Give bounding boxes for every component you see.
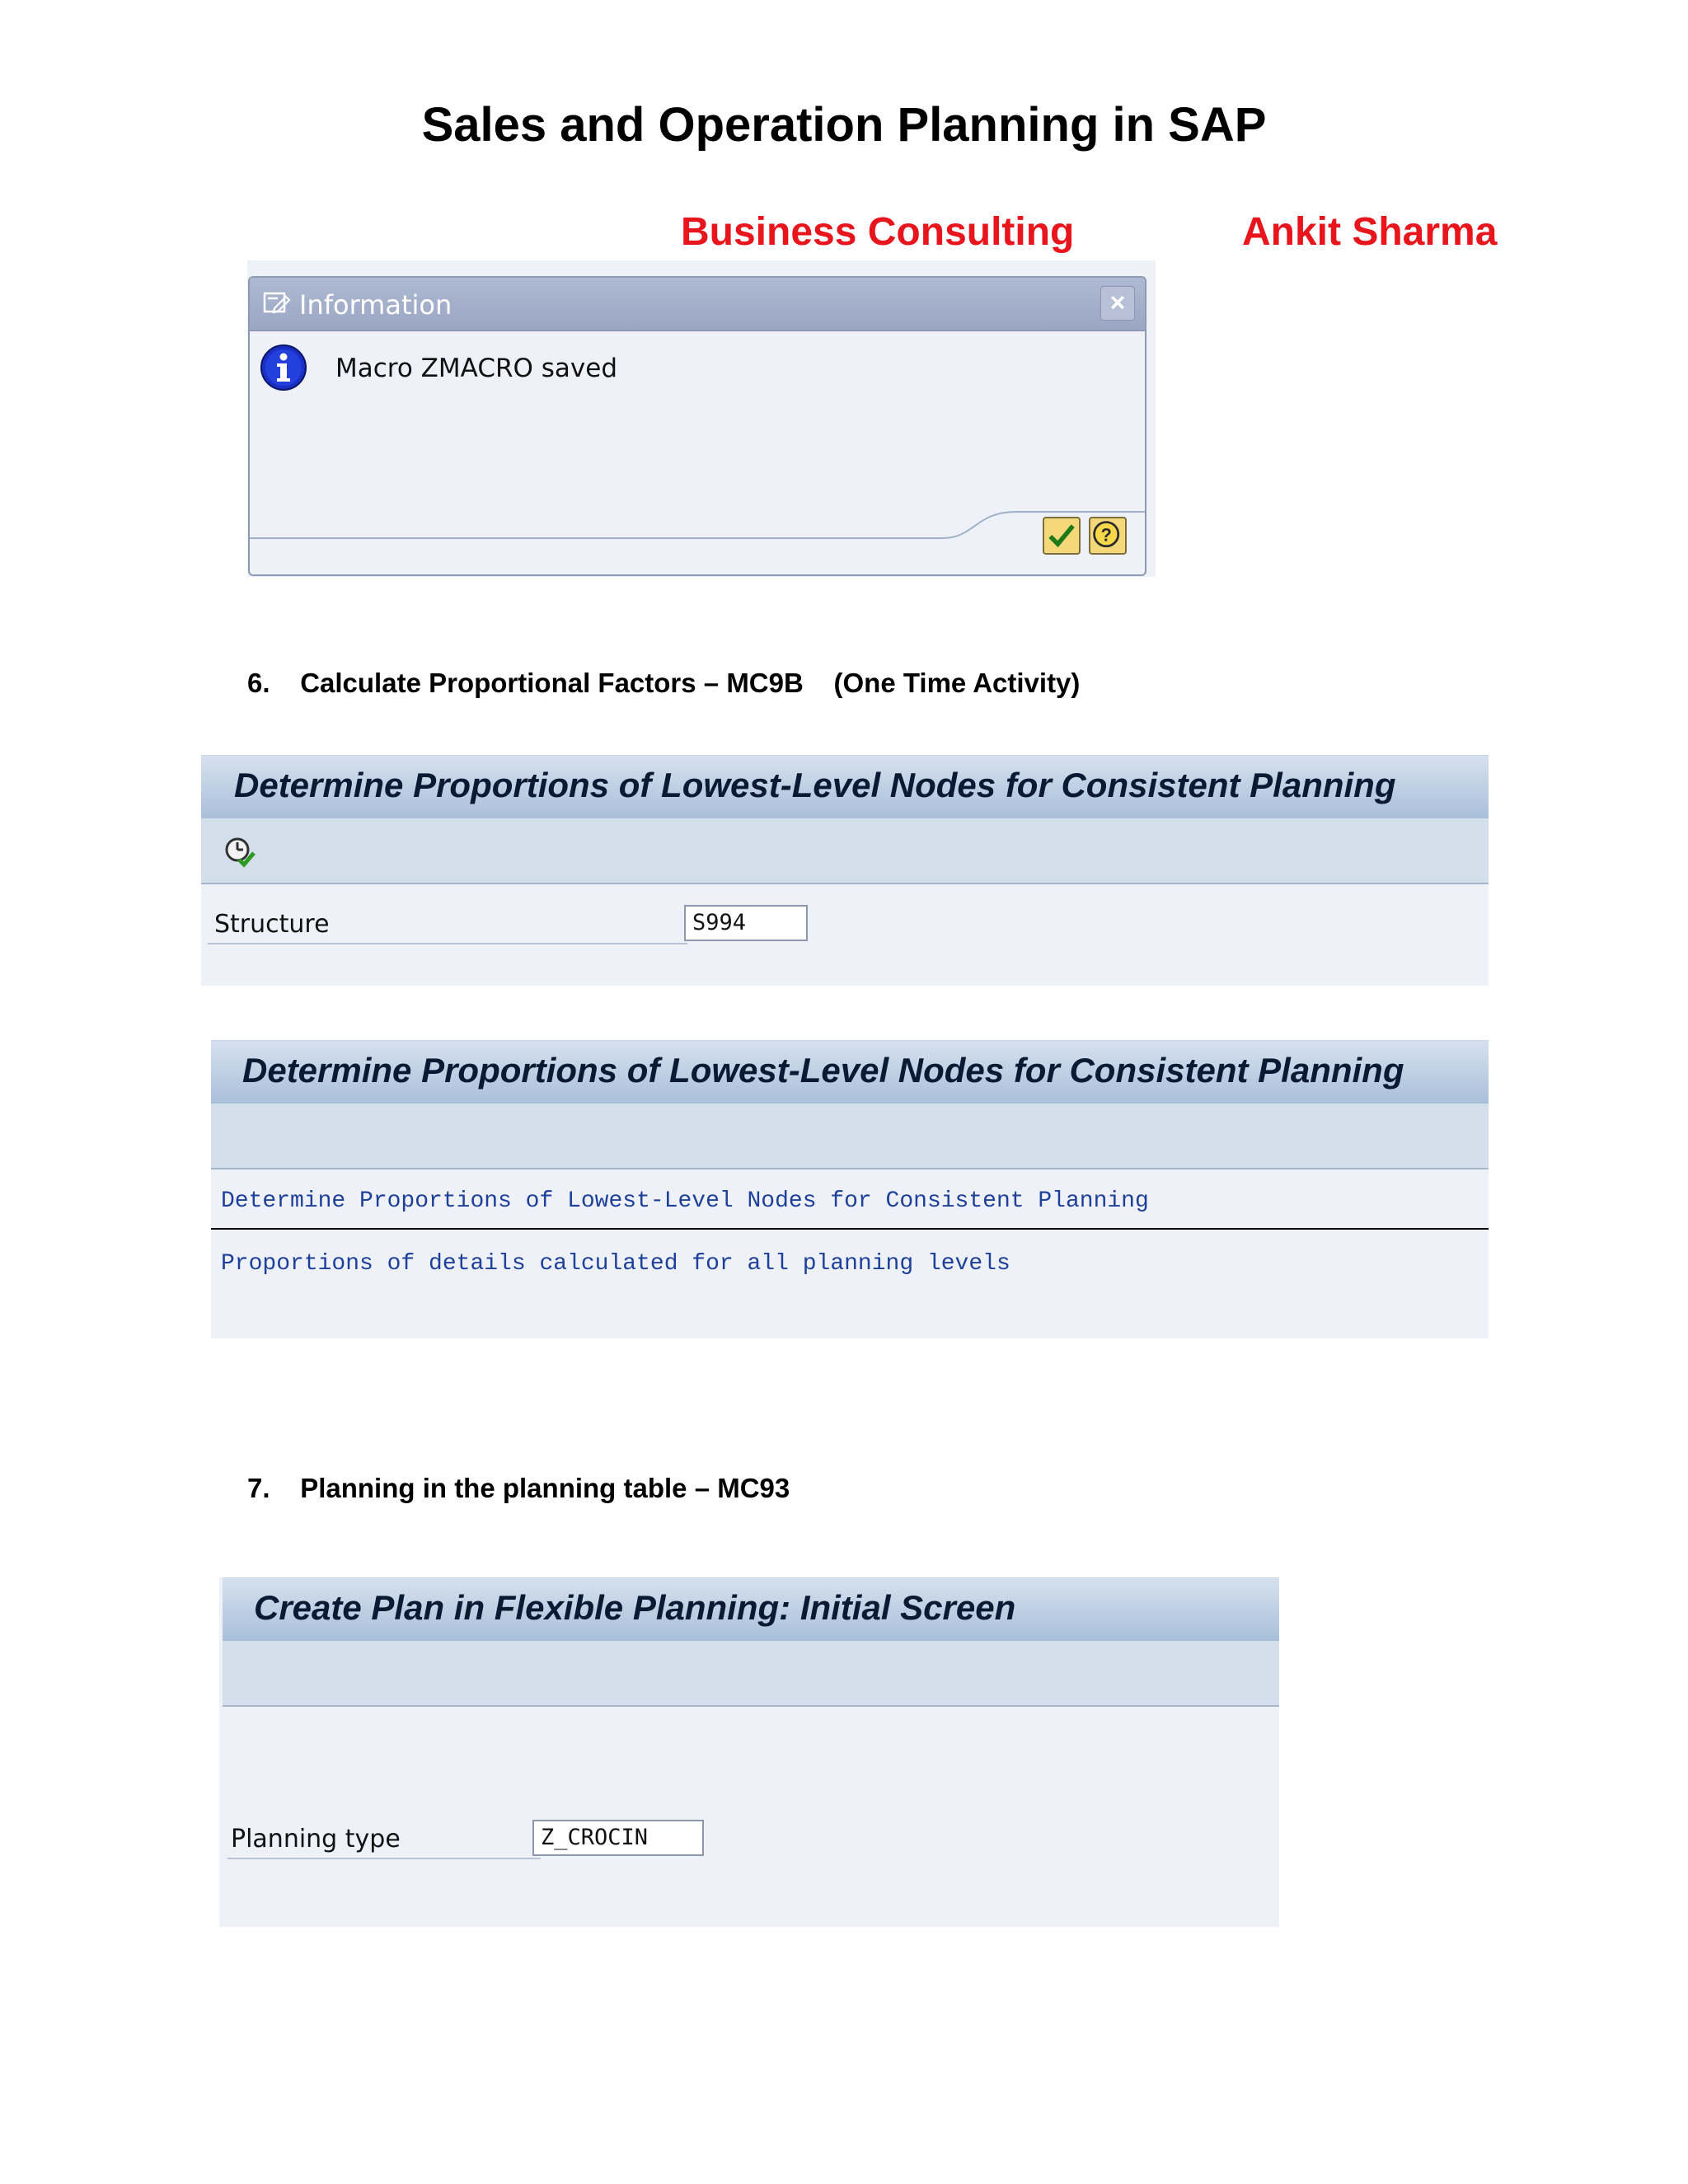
help-icon — [1090, 518, 1125, 553]
ok-button[interactable] — [1043, 517, 1081, 555]
help-button[interactable] — [1089, 517, 1127, 555]
section-6-heading: 6. Calculate Proportional Factors – MC9B (One Time Activity) — [247, 668, 1081, 698]
dialog-message: Macro ZMACRO saved — [335, 354, 617, 383]
application-toolbar — [223, 1641, 1279, 1707]
author-name: Ankit Sharma — [1242, 210, 1498, 254]
screen-title: Create Plan in Flexible Planning: Initial Screen — [254, 1588, 1016, 1627]
application-toolbar — [211, 1104, 1489, 1169]
structure-input[interactable]: S994 — [684, 905, 808, 941]
label-underline — [227, 1858, 541, 1859]
planning-type-input[interactable]: Z_CROCIN — [532, 1820, 704, 1856]
document-title: Sales and Operation Planning in SAP — [421, 98, 1267, 152]
application-toolbar — [201, 818, 1489, 884]
list-divider — [211, 1228, 1489, 1230]
screen-title: Determine Proportions of Lowest-Level Nodes for Consistent Planning — [234, 766, 1396, 804]
list-header: Determine Proportions of Lowest-Level Nodes for Consistent Planning — [221, 1188, 1149, 1214]
structure-label: Structure — [214, 910, 330, 939]
dialog-footer-divider — [250, 484, 1145, 574]
execute-clock-icon[interactable] — [223, 835, 256, 868]
dialog-titlebar — [250, 278, 1145, 331]
close-icon[interactable]: × — [1100, 286, 1135, 321]
screen-title-bar — [201, 755, 1489, 819]
screen-title-bar — [223, 1577, 1279, 1642]
proportions-result-screen — [211, 1040, 1489, 1338]
planning-type-label: Planning type — [231, 1825, 401, 1854]
svg-text:?: ? — [1100, 524, 1112, 546]
checkmark-icon — [1044, 518, 1079, 553]
proportions-input-screen — [201, 755, 1489, 986]
screen-title-bar — [211, 1040, 1489, 1104]
dialog-title: Information — [299, 289, 452, 321]
information-icon — [260, 344, 307, 391]
section-7-heading: 7. Planning in the planning table – MC93 — [247, 1473, 790, 1503]
flexible-planning-screen — [219, 1577, 1279, 1927]
information-dialog — [248, 276, 1146, 576]
info-window-icon — [263, 291, 291, 316]
label-underline — [208, 943, 687, 944]
result-message: Proportions of details calculated for all planning levels — [221, 1251, 1010, 1277]
company-name: Business Consulting — [681, 210, 1075, 254]
screen-title: Determine Proportions of Lowest-Level Nodes for Consistent Planning — [242, 1051, 1404, 1090]
